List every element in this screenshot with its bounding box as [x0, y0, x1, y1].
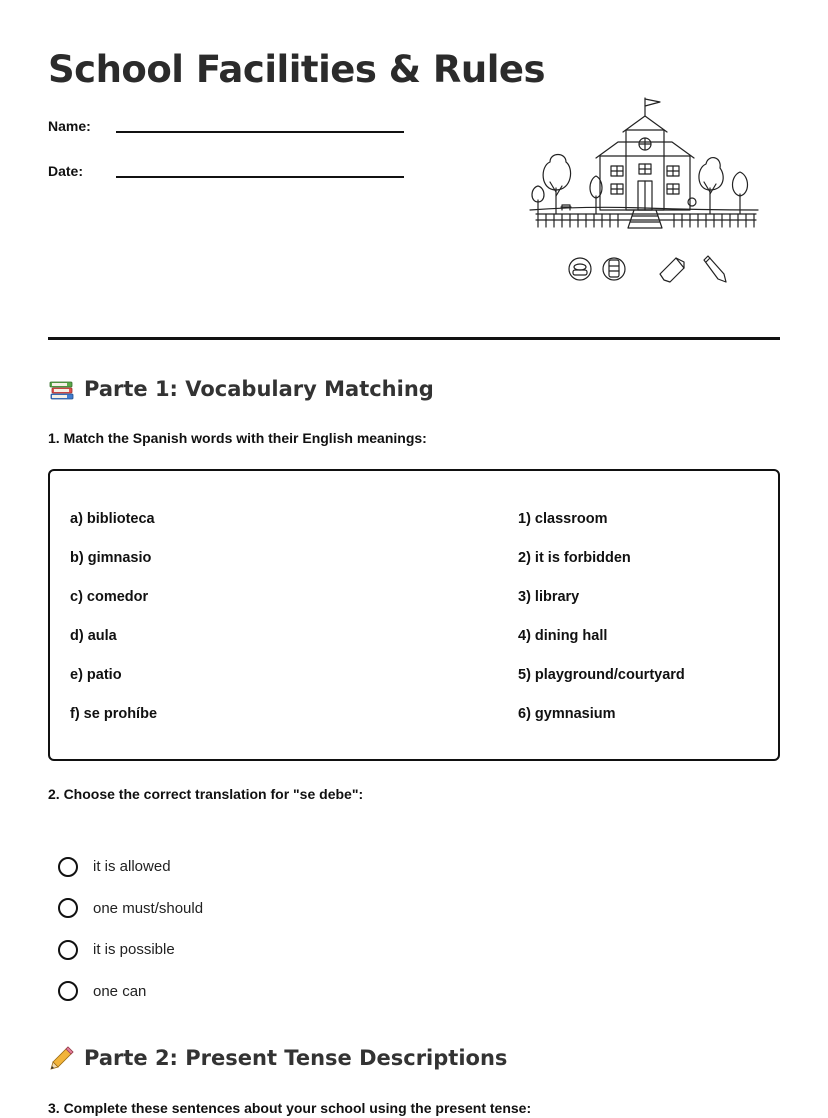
spanish-words-column	[70, 511, 157, 745]
radio-button[interactable]	[58, 940, 78, 960]
option-one-can[interactable]	[58, 971, 203, 1013]
option-label: it is allowed	[93, 858, 171, 876]
header-divider	[48, 337, 780, 340]
matching-box	[48, 469, 780, 761]
part2-heading	[48, 1043, 507, 1073]
eraser-icon	[603, 258, 625, 280]
match-item-spanish: b) gimnasio	[70, 550, 152, 566]
english-meanings-column	[518, 511, 685, 745]
radio-button[interactable]	[58, 981, 78, 1001]
option-one-must-should[interactable]	[58, 888, 203, 930]
match-item-english: 4) dining hall	[518, 628, 608, 644]
school-illustration	[526, 96, 762, 286]
question-3: 3. Complete these sentences about your school using the present tense:	[48, 1100, 532, 1116]
match-item-english: 3) library	[518, 589, 580, 605]
match-item-english: 6) gymnasium	[518, 706, 616, 722]
answer-options	[58, 846, 203, 1012]
date-label: Date:	[48, 163, 84, 179]
page-title: School Facilities & Rules	[48, 48, 546, 91]
pencil-icon	[704, 256, 726, 282]
match-item-spanish: f) se prohíbe	[70, 706, 158, 722]
option-it-is-possible[interactable]	[58, 929, 203, 971]
books-icon	[48, 375, 76, 403]
match-item-english: 1) classroom	[518, 511, 608, 527]
option-label: one must/should	[93, 899, 204, 917]
radio-button[interactable]	[58, 857, 78, 877]
part1-heading-text: Parte 1: Vocabulary Matching	[84, 377, 434, 401]
question-2: 2. Choose the correct translation for "se debe":	[48, 786, 364, 802]
part1-heading	[48, 374, 434, 404]
date-input-line[interactable]	[116, 176, 404, 178]
pencil-icon	[48, 1044, 76, 1072]
match-item-spanish: e) patio	[70, 667, 122, 683]
question-1: 1. Match the Spanish words with their English meanings:	[48, 430, 427, 446]
school-building-icon	[530, 98, 758, 228]
name-input-line[interactable]	[116, 131, 404, 133]
part2-heading-text: Parte 2: Present Tense Descriptions	[84, 1046, 508, 1070]
option-label: it is possible	[93, 941, 175, 959]
ruler-icon	[660, 258, 684, 282]
match-item-spanish: a) biblioteca	[70, 511, 155, 527]
tape-icon	[569, 258, 591, 280]
match-item-spanish: d) aula	[70, 628, 117, 644]
worksheet-page	[48, 0, 780, 1118]
match-item-spanish: c) comedor	[70, 589, 149, 605]
option-label: one can	[93, 982, 147, 1000]
match-item-english: 5) playground/courtyard	[518, 667, 685, 683]
match-item-english: 2) it is forbidden	[518, 550, 631, 566]
option-it-is-allowed[interactable]	[58, 846, 203, 888]
radio-button[interactable]	[58, 898, 78, 918]
name-label: Name:	[48, 118, 91, 134]
